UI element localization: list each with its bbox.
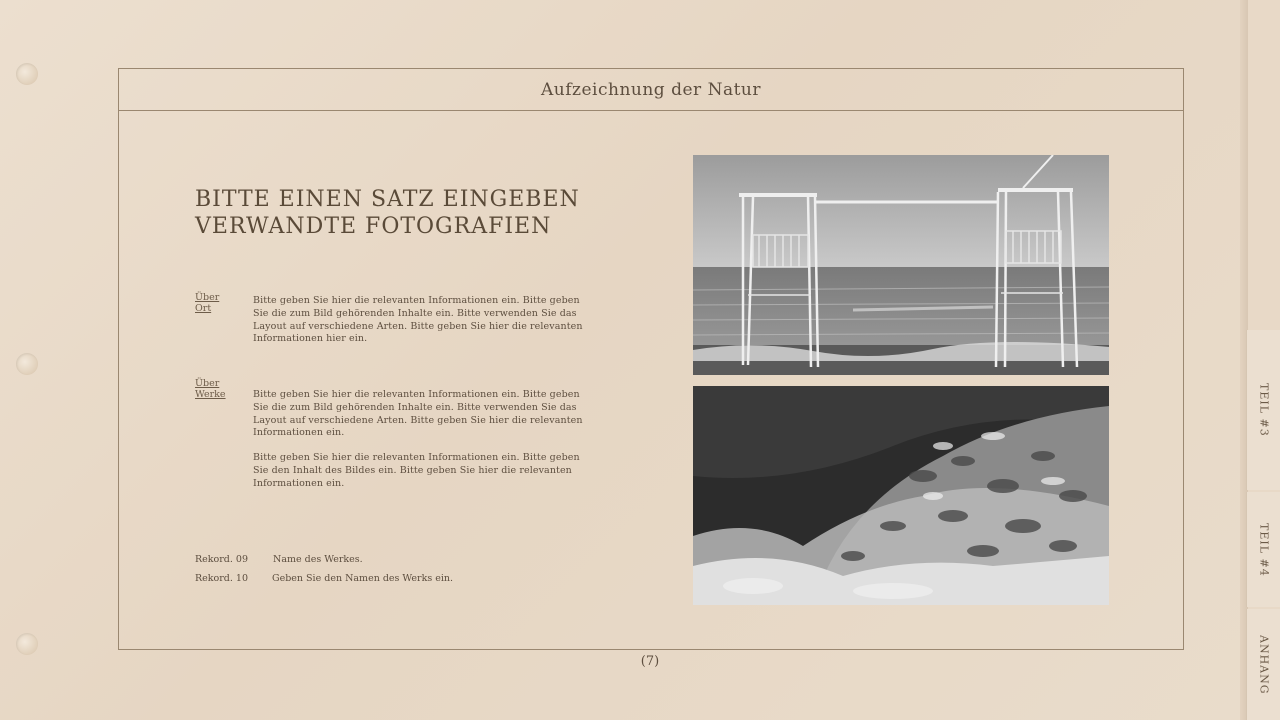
binder-hole [16,633,38,655]
tab-anhang[interactable]: ANHANG [1246,609,1280,720]
section-label-werke[interactable]: Über Werke [195,378,226,400]
tab-teil-4[interactable]: TEIL #4 [1246,492,1280,607]
section-text-werke: Bitte geben Sie hier die relevanten Informationen ein. Bitte geben Sie die zum Bild gehörenden Inhalte ein. Bitte verwenden Sie das Layout auf verschiedene Arten. Bitte geben Sie hier die relevanten Informationen ein. [253,389,583,439]
record-value: Geben Sie den Namen des Werks ein. [272,573,454,584]
record-key: Rekord. 09 [195,554,249,565]
photo-lifeguard-towers [693,155,1109,375]
tab-teil-3[interactable]: TEIL #3 [1246,330,1280,490]
page-number: (7) [640,654,660,669]
record-key: Rekord. 10 [195,573,249,584]
ocean-wave-image [693,386,1109,605]
section-text-werke-2: Bitte geben Sie hier die relevanten Informationen ein. Bitte geben Sie den Inhalt des Bildes ein. Bitte geben Sie hier die relevanten Informationen ein. [253,452,580,489]
section-label-ort[interactable]: Über Ort [195,292,220,314]
record-value: Name des Werkes. [273,554,363,565]
main-heading [195,186,635,240]
lifeguard-towers-image [693,155,1109,375]
binder-hole [16,353,38,375]
photo-ocean-wave [693,386,1109,605]
heading-line-1: BITTE EINEN SATZ EINGEBEN [195,187,580,212]
binder-hole [16,63,38,85]
page-title: Aufzeichnung der Natur [119,69,1183,111]
section-text-ort: Bitte geben Sie hier die relevanten Informationen ein. Bitte geben Sie die zum Bild gehörenden Inhalte ein. Bitte verwenden Sie das Layout auf verschiedene Arten. Bitte geben Sie hier die relevanten Informationen hier ein. [253,295,583,345]
heading-line-2: VERWANDTE FOTOGRAFIEN [195,214,552,239]
